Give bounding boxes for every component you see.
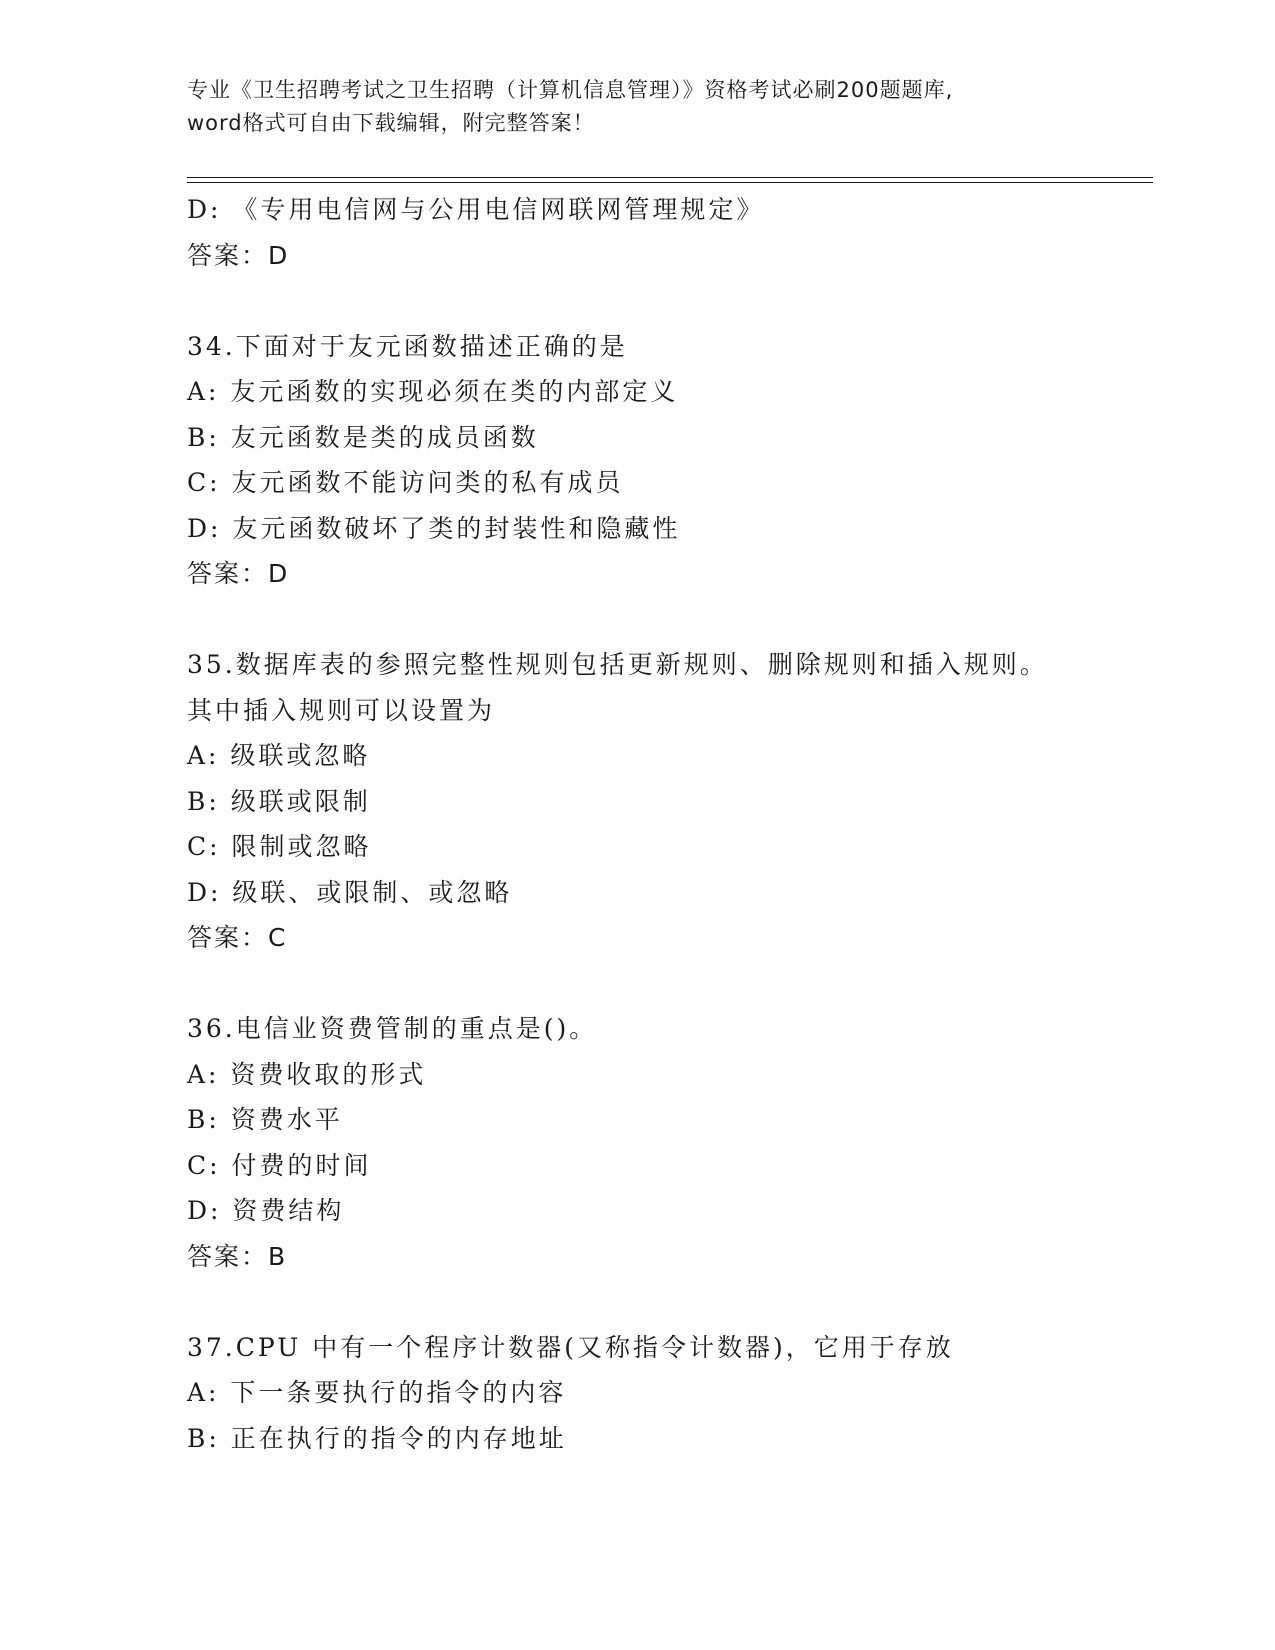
question-list — [187, 187, 1147, 1461]
header-title-line-1: 专业《卫生招聘考试之卫生招聘（计算机信息管理）》资格考试必刷200题题库, — [187, 78, 954, 102]
answer-line: 答案：D — [187, 559, 290, 588]
document-header — [187, 74, 1147, 140]
option-a: A: 资费收取的形式 — [187, 1059, 427, 1089]
question-stem: 37.CPU 中有一个程序计数器(又称指令计数器)，它用于存放 — [187, 1332, 954, 1362]
question-block-35 — [187, 642, 1147, 961]
option-b: B: 资费水平 — [187, 1105, 343, 1134]
header-divider-bottom — [187, 182, 1153, 183]
option-d: D: 级联、或限制、或忽略 — [187, 877, 513, 907]
question-block-33 — [187, 187, 1147, 278]
question-stem: 34.下面对于友元函数描述正确的是 — [187, 331, 628, 361]
question-stem-continued: 其中插入规则可以设置为 — [187, 695, 496, 725]
header-divider-top — [187, 177, 1153, 178]
option-c: C: 限制或忽略 — [187, 832, 372, 861]
question-block-37 — [187, 1325, 1147, 1462]
option-c: C: 友元函数不能访问类的私有成员 — [187, 468, 624, 497]
answer-line: 答案：C — [187, 923, 288, 952]
option-a: A: 下一条要执行的指令的内容 — [187, 1378, 567, 1407]
option-d: D: 《专用电信网与公用电信网联网管理规定》 — [187, 195, 765, 224]
option-a: A: 级联或忽略 — [187, 741, 371, 770]
option-d: D: 资费结构 — [187, 1196, 345, 1225]
question-stem: 35.数据库表的参照完整性规则包括更新规则、删除规则和插入规则。 — [187, 650, 1048, 679]
option-d: D: 友元函数破坏了类的封装性和隐藏性 — [187, 513, 681, 543]
answer-line: 答案：B — [187, 1241, 288, 1271]
option-c: C: 付费的时间 — [187, 1150, 372, 1180]
option-a: A: 友元函数的实现必须在类的内部定义 — [187, 377, 679, 406]
answer-line: 答案：D — [187, 240, 290, 270]
question-block-36 — [187, 1006, 1147, 1279]
question-block-34 — [187, 324, 1147, 597]
question-stem: 36.电信业资费管制的重点是()。 — [187, 1014, 598, 1043]
option-b: B: 级联或限制 — [187, 786, 371, 816]
option-b: B: 正在执行的指令的内存地址 — [187, 1423, 567, 1453]
header-title-line-2: word格式可自由下载编辑，附完整答案！ — [187, 111, 595, 135]
option-b: B: 友元函数是类的成员函数 — [187, 422, 539, 452]
